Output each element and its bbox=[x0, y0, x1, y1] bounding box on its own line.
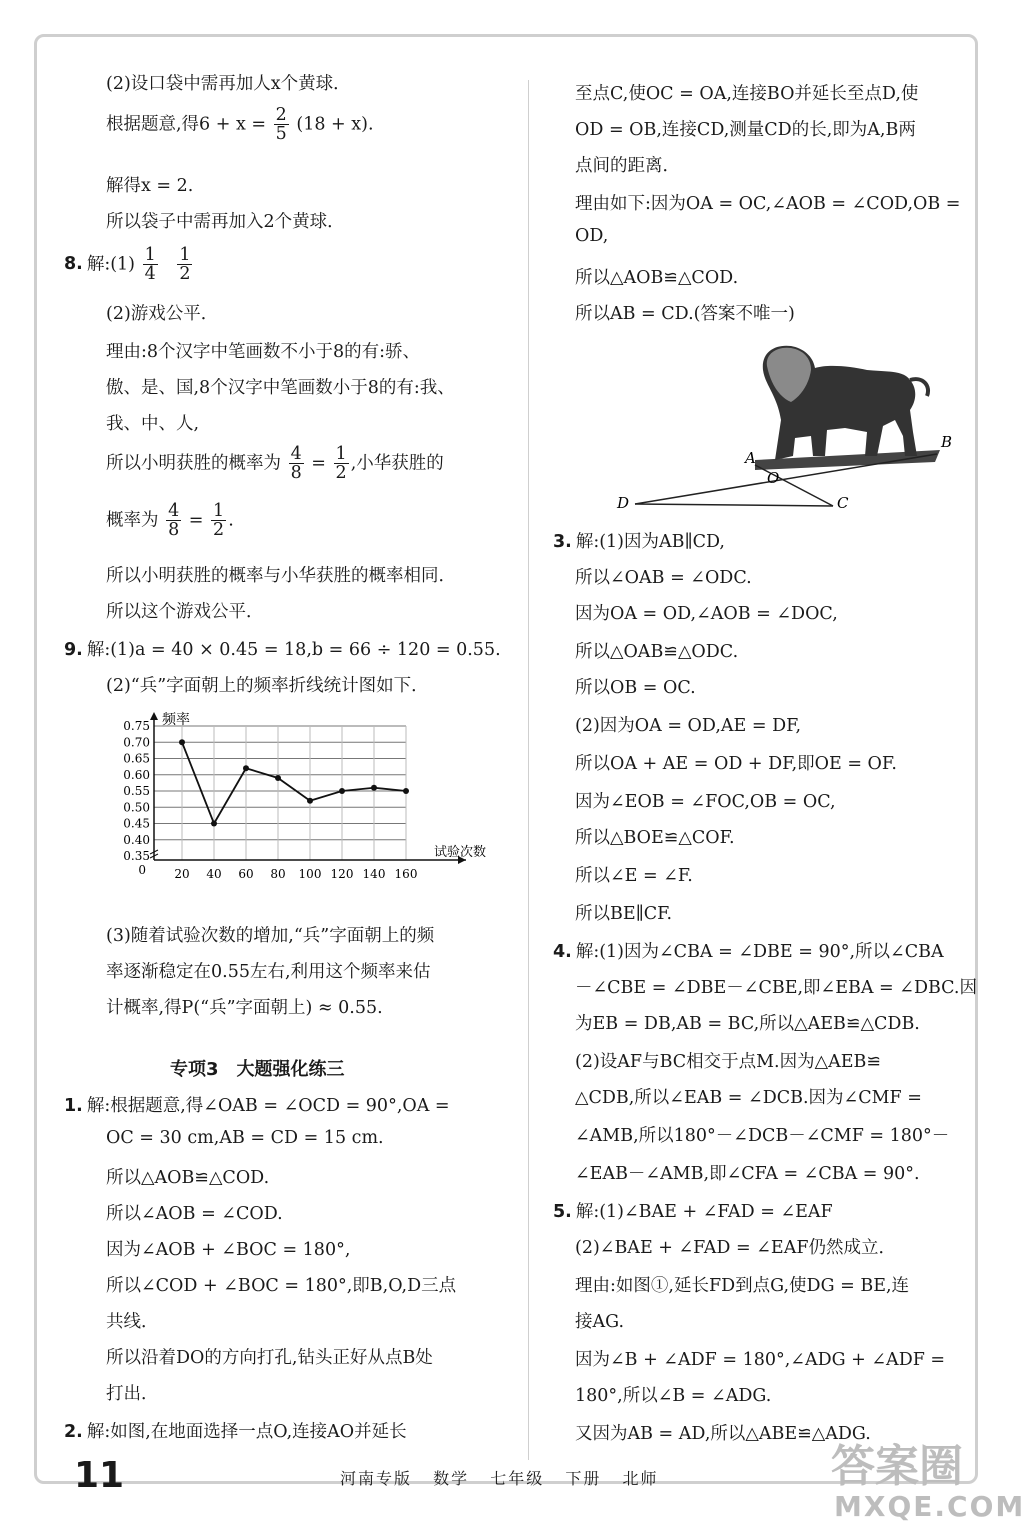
text-line: 所以∠COD + ∠BOC = 180°,即B,O,D三点 bbox=[106, 1276, 457, 1296]
text-line: 所以OA + AE = OD + DF,即OE = OF. bbox=[575, 754, 897, 774]
question-4 bbox=[553, 938, 944, 963]
text: 所以小明获胜的概率为 bbox=[106, 453, 281, 474]
text-line: 点间的距离． bbox=[575, 156, 680, 176]
text: ,小华获胜的 bbox=[350, 453, 444, 474]
text-line: －∠CBE = ∠DBE－∠CBE,即∠EBA = ∠DBC.因 bbox=[575, 978, 977, 998]
text-line: 180°,所以∠B = ∠ADG. bbox=[575, 1386, 772, 1406]
text-line: 又因为AB = AD,所以△ABE≌△ADG. bbox=[575, 1424, 871, 1444]
question-number: 4. bbox=[553, 942, 572, 962]
text-line: 所以∠E = ∠F. bbox=[575, 866, 693, 886]
point-label-O: O bbox=[767, 469, 780, 487]
subject-label: 数学 bbox=[433, 1469, 470, 1488]
text-line: OD = OB,连接CD,测量CD的长,即为A,B两 bbox=[575, 120, 916, 140]
text-line: 因为∠EOB = ∠FOC,OB = OC, bbox=[575, 792, 836, 812]
text: = bbox=[188, 510, 204, 531]
x-tick-label: 100 bbox=[298, 867, 322, 881]
text-line: OC = 30 cm,AB = CD = 15 cm. bbox=[106, 1128, 384, 1148]
fraction: $\frac{2}{5}$ bbox=[275, 105, 287, 145]
y-tick-label: 0.35 bbox=[123, 849, 150, 863]
question-9 bbox=[64, 636, 501, 661]
data-point bbox=[403, 788, 409, 794]
text: 解:(1) bbox=[86, 254, 136, 275]
text: (18 + x). bbox=[296, 114, 374, 135]
text: 解:根据题意,得∠OAB = ∠OCD = 90°,OA = bbox=[86, 1096, 450, 1116]
text-line: 所以BE∥CF. bbox=[575, 904, 673, 924]
y-tick-label: 0.70 bbox=[123, 735, 150, 750]
y-tick-label: 0.45 bbox=[123, 816, 150, 831]
point-label-D: D bbox=[617, 494, 630, 512]
text: 解:(1)a = 40 × 0.45 = 18,b = 66 ÷ 120 = 0.55. bbox=[86, 640, 501, 660]
text-line: 因为∠B + ∠ADF = 180°,∠ADG + ∠ADF = bbox=[575, 1350, 946, 1370]
y-tick-label: 0.55 bbox=[123, 784, 150, 798]
question-2 bbox=[64, 1418, 407, 1443]
column-divider bbox=[528, 80, 529, 1460]
text-line: 为EB = DB,AB = BC,所以△AEB≌△CDB. bbox=[575, 1014, 920, 1034]
text-line: 因为OA = OD,∠AOB = ∠DOC, bbox=[575, 604, 838, 624]
text-line: 计概率,得P(“兵”字面朝上) ≈ 0.55. bbox=[106, 998, 383, 1018]
fraction: $\frac{1}{4}$ bbox=[144, 245, 156, 285]
page-number: 11 bbox=[74, 1455, 125, 1496]
watermark-logo bbox=[826, 1430, 1025, 1530]
text-line: 所以∠OAB = ∠ODC. bbox=[575, 568, 752, 588]
fraction: $\frac{4}{8}$ bbox=[290, 444, 302, 484]
text-line: 共线． bbox=[106, 1312, 159, 1332]
y-tick-label: 0.75 bbox=[123, 719, 150, 733]
text-line: ∠EAB－∠AMB,即∠CFA = ∠CBA = 90°. bbox=[575, 1164, 920, 1184]
question-number: 1. bbox=[64, 1096, 83, 1116]
text-line: 所以沿着DO的方向打孔,钻头正好从点B处 bbox=[106, 1348, 433, 1368]
text-line: ∠AMB,所以180°－∠DCB－∠CMF = 180°－ bbox=[575, 1126, 950, 1146]
fraction: $\frac{1}{2}$ bbox=[335, 444, 347, 484]
text-line: △CDB,所以∠EAB = ∠DCB.因为∠CMF = bbox=[575, 1088, 922, 1108]
text-line: 因为∠AOB + ∠BOC = 180°, bbox=[106, 1240, 351, 1260]
data-point bbox=[371, 785, 377, 791]
text-line: 所以△BOE≌△COF. bbox=[575, 828, 735, 848]
question-number: 9. bbox=[64, 640, 83, 660]
text-line: 打出． bbox=[106, 1384, 159, 1404]
data-point bbox=[179, 739, 185, 745]
y-tick-label: 0.40 bbox=[123, 832, 150, 847]
text-line: 率逐渐稳定在0.55左右,利用这个频率来估 bbox=[106, 962, 431, 982]
x-tick-label: 140 bbox=[362, 867, 386, 881]
data-point bbox=[211, 821, 217, 827]
y-tick-label: 0.60 bbox=[123, 767, 150, 782]
fraction: $\frac{1}{2}$ bbox=[179, 245, 191, 285]
text-line: 所以小明获胜的概率与小华获胜的概率相同． bbox=[106, 566, 456, 586]
text-line: (2)设口袋中需再加人x个黄球． bbox=[106, 74, 351, 94]
text-line: 我、中、人, bbox=[106, 414, 200, 434]
y-tick-label: 0.50 bbox=[123, 800, 150, 815]
text-line: 所以△OAB≌△ODC. bbox=[575, 642, 739, 662]
x-tick-label: 40 bbox=[206, 867, 222, 881]
text-line: 理由如下:因为OA = OC,∠AOB = ∠COD,OB = bbox=[575, 194, 961, 214]
text-line: (3)随着试验次数的增加,“兵”字面朝上的频 bbox=[106, 926, 435, 946]
text-line: 理由:8个汉字中笔画数不小于8的有:骄、 bbox=[106, 342, 421, 362]
text: 解:(1)因为AB∥CD, bbox=[575, 532, 725, 552]
question-3 bbox=[553, 528, 725, 553]
text-line: 所以AB = CD.(答案不唯一) bbox=[575, 304, 795, 324]
edition-label: 河南专版 bbox=[340, 1469, 413, 1488]
text-line: 傲、是、国,8个汉字中笔画数小于8的有:我、 bbox=[106, 378, 455, 398]
question-1 bbox=[64, 1092, 450, 1117]
data-point bbox=[339, 788, 345, 794]
x-tick-label: 80 bbox=[270, 867, 286, 881]
volume-label: 下册 bbox=[565, 1469, 602, 1488]
text: . bbox=[228, 510, 234, 531]
footer-book-info bbox=[340, 1466, 672, 1489]
point-label-A: A bbox=[745, 449, 756, 467]
question-number: 3. bbox=[553, 532, 572, 552]
data-point bbox=[275, 775, 281, 781]
text: 根据题意,得6 + x = bbox=[106, 114, 267, 135]
question-number: 5. bbox=[553, 1202, 572, 1222]
point-label-C: C bbox=[837, 494, 849, 512]
publisher-label: 北师 bbox=[622, 1469, 659, 1488]
text-line: (2)∠BAE + ∠FAD = ∠EAF仍然成立． bbox=[575, 1238, 896, 1258]
fraction: $\frac{4}{8}$ bbox=[168, 501, 180, 541]
series-line bbox=[182, 742, 406, 823]
x-tick-label: 20 bbox=[174, 867, 190, 881]
text-line: OD, bbox=[575, 226, 609, 246]
text-line: 至点C,使OC = OA,连接BO并延长至点D,使 bbox=[575, 84, 919, 104]
text-line: 理由:如图①,延长FD到点G,使DG = BE,连 bbox=[575, 1276, 910, 1296]
text-line: 接AG. bbox=[575, 1312, 625, 1332]
point-label-B: B bbox=[941, 433, 953, 451]
x-tick-label: 120 bbox=[330, 867, 354, 881]
section-title: 专项3 大题强化练三 bbox=[170, 1059, 345, 1080]
text-line: 所以∠AOB = ∠COD. bbox=[106, 1204, 283, 1224]
text-line: 所以这个游戏公平． bbox=[106, 602, 264, 622]
question-number: 8. bbox=[64, 254, 83, 275]
text: 概率为 bbox=[106, 510, 159, 531]
question-8 bbox=[64, 245, 194, 285]
watermark-url: MXQE.COM bbox=[834, 1490, 1025, 1523]
lion-statue-figure bbox=[605, 340, 953, 512]
text-line: (2)因为OA = OD,AE = DF, bbox=[575, 716, 802, 736]
text-line: (2)设AF与BC相交于点M.因为△AEB≌ bbox=[575, 1052, 882, 1072]
question-number: 2. bbox=[64, 1422, 83, 1442]
text-line: (2)“兵”字面朝上的频率折线统计图如下． bbox=[106, 676, 429, 696]
text: 解:(1)∠BAE + ∠FAD = ∠EAF bbox=[575, 1202, 833, 1222]
equation-line bbox=[86, 502, 234, 540]
grade-label: 七年级 bbox=[490, 1469, 545, 1488]
text-line: (2)游戏公平． bbox=[106, 304, 219, 324]
text: 解:(1)因为∠CBA = ∠DBE = 90°,所以∠CBA bbox=[575, 942, 944, 962]
text-line: 所以△AOB≌△COD. bbox=[575, 268, 739, 288]
text-line: 所以OB = OC. bbox=[575, 678, 696, 698]
fraction: $\frac{1}{2}$ bbox=[213, 501, 225, 541]
origin-label: 0 bbox=[138, 863, 146, 877]
watermark-text: 答案圈 bbox=[831, 1441, 963, 1492]
y-axis-arrow bbox=[150, 712, 158, 720]
x-tick-label: 60 bbox=[238, 867, 254, 881]
equation-line bbox=[86, 106, 374, 144]
text-line: 所以△AOB≌△COD. bbox=[106, 1168, 270, 1188]
data-point bbox=[307, 798, 313, 804]
x-tick-label: 160 bbox=[394, 867, 418, 881]
text-line: 解得x = 2. bbox=[106, 176, 194, 196]
y-axis-label: 频率 bbox=[162, 712, 190, 728]
data-point bbox=[243, 765, 249, 771]
text: 解:如图,在地面选择一点O,连接AO并延长 bbox=[86, 1422, 407, 1442]
text-line: 所以袋子中需再加入2个黄球． bbox=[106, 212, 345, 232]
equation-line bbox=[86, 445, 444, 483]
frequency-line-chart bbox=[96, 710, 516, 895]
question-5 bbox=[553, 1198, 833, 1223]
text: = bbox=[311, 453, 326, 474]
x-axis-label: 试验次数 bbox=[434, 845, 487, 860]
y-tick-label: 0.65 bbox=[123, 751, 150, 766]
